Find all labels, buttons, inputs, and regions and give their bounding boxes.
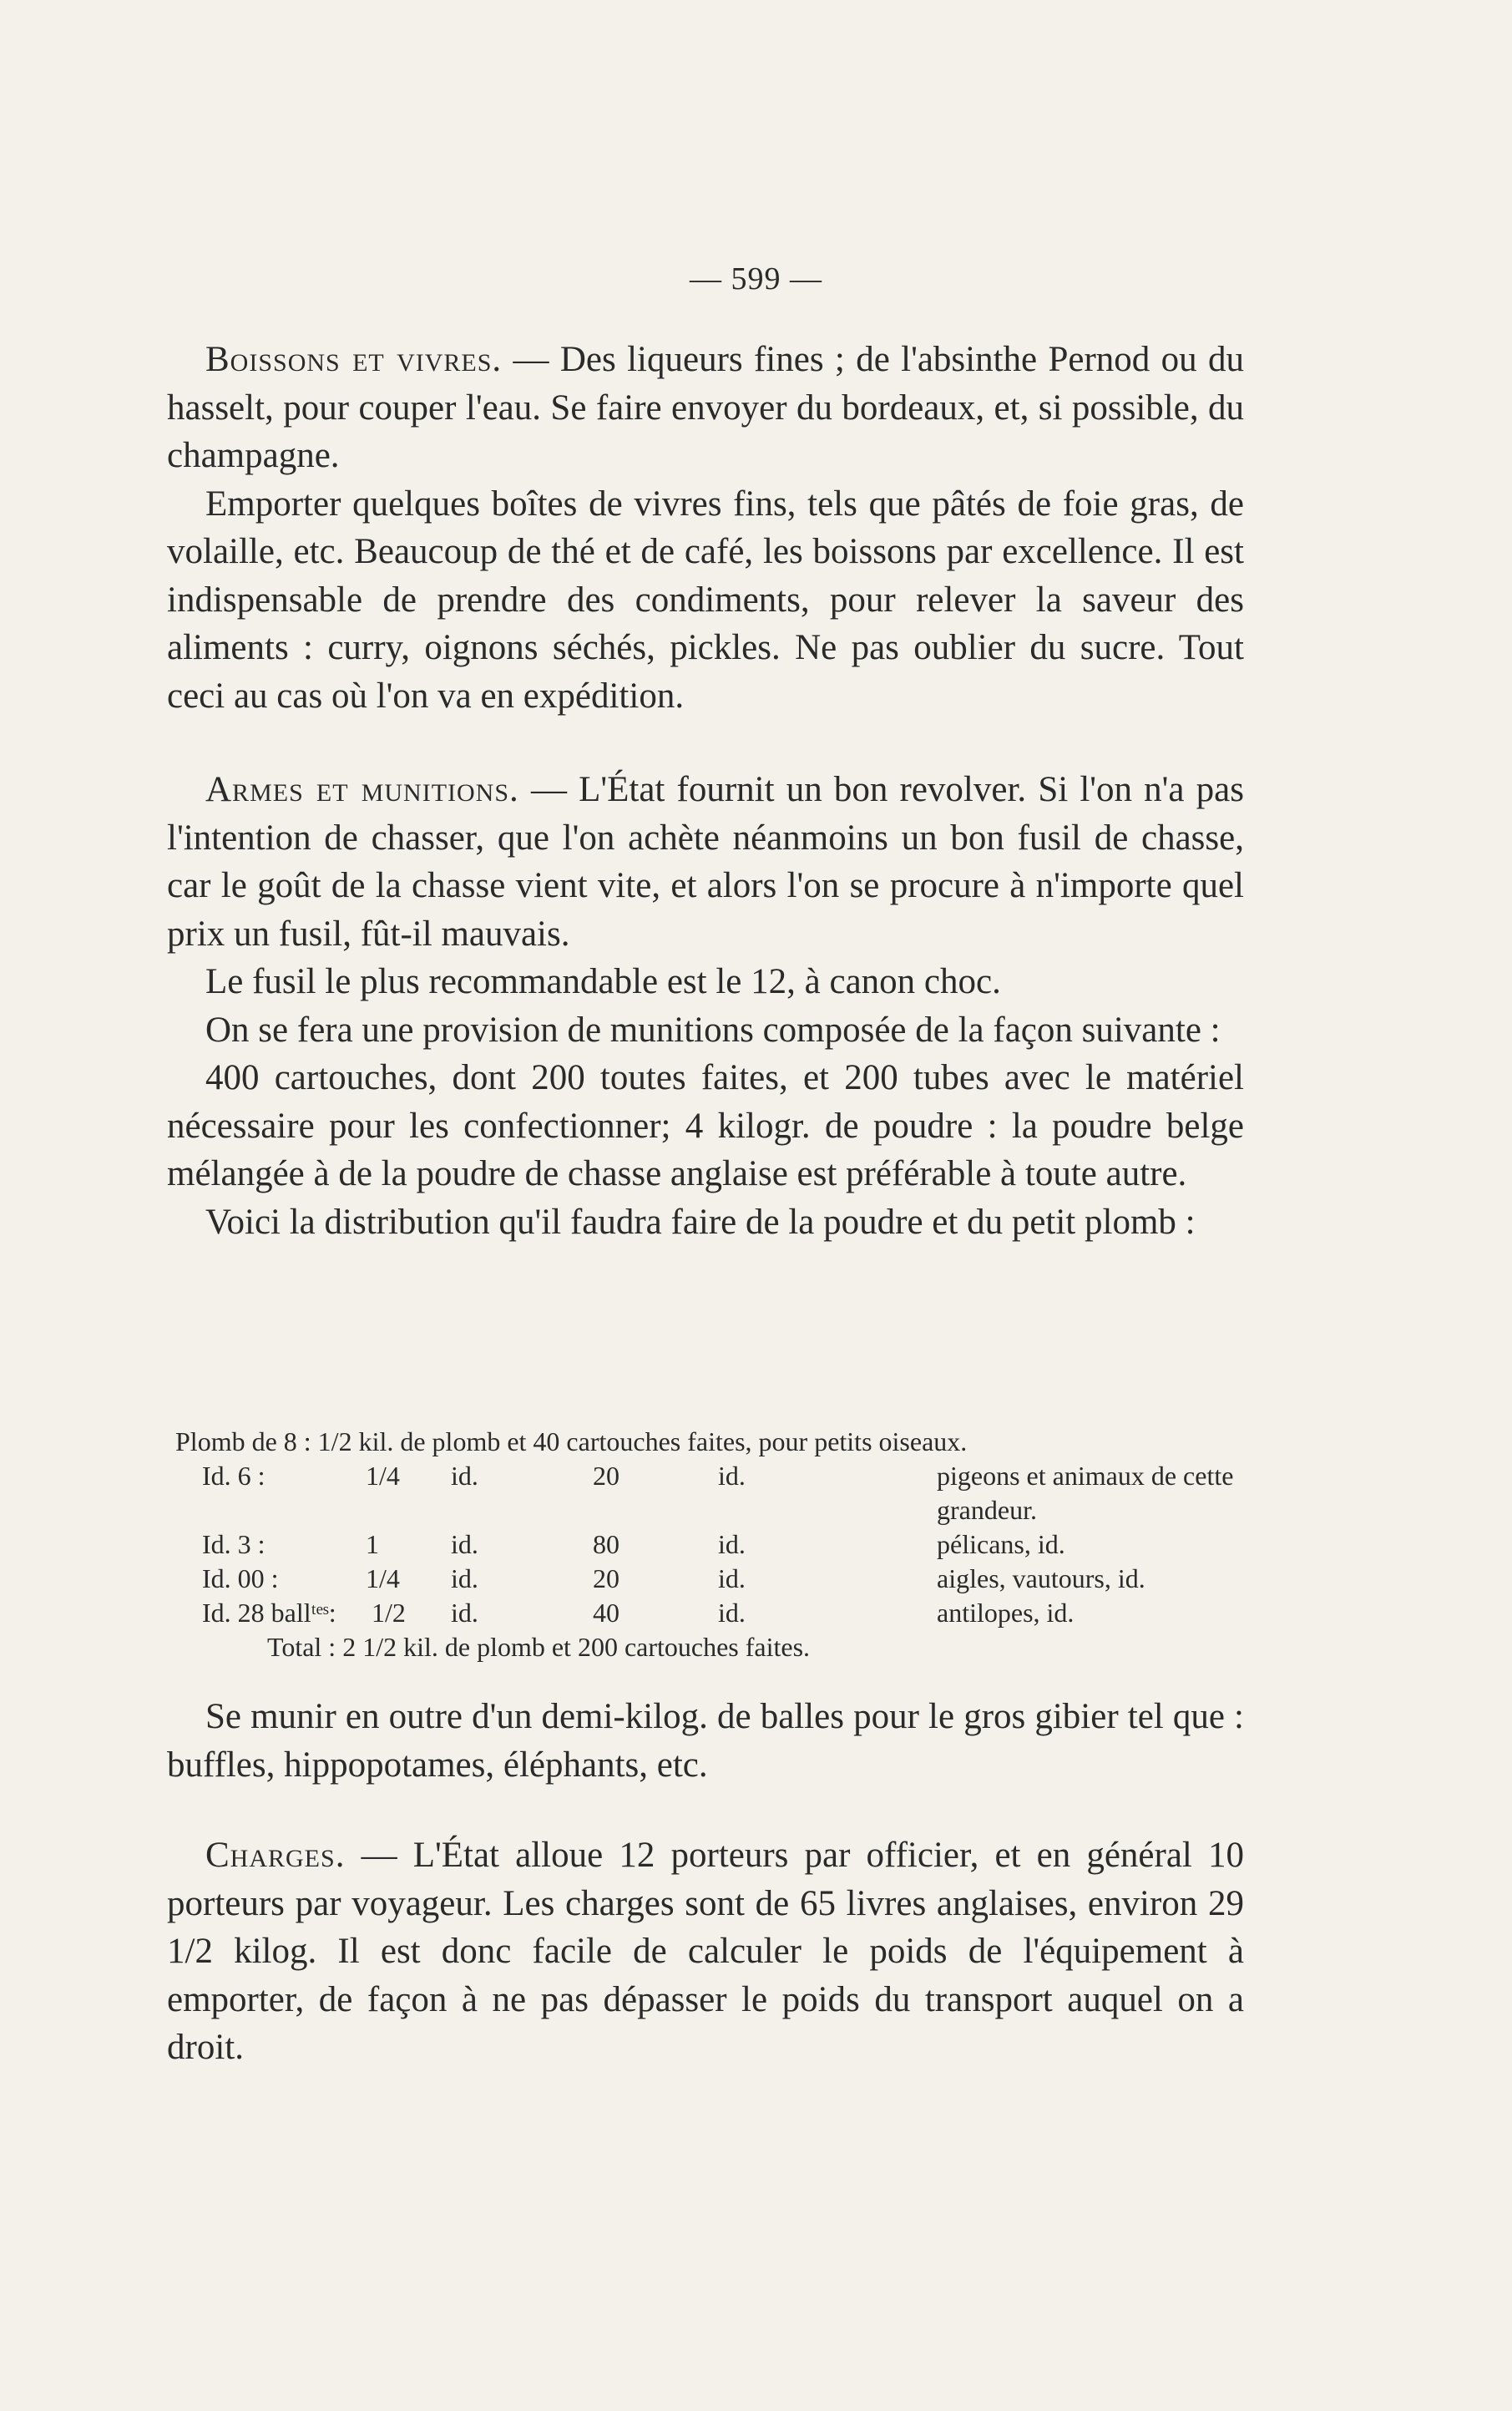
- row-label: Id. 6 :: [202, 1461, 265, 1491]
- charges-paragraph-1: [167, 1831, 1244, 2072]
- row-cartridges: 20: [593, 1461, 619, 1491]
- row-cartridges: 20: [593, 1563, 619, 1593]
- table-row: [175, 1596, 1252, 1630]
- boissons-text-1: — Des liqueurs fines ; de l'absinthe Pernod ou du hasselt, pour couper l'eau. Se faire envoyer du bordeaux, et, si possible, du champagne.: [167, 340, 1245, 475]
- row-qty: 1/4: [366, 1563, 400, 1593]
- row-unit: id.: [451, 1563, 478, 1593]
- armes-paragraph-2: Le fusil le plus recommandable est le 12, à canon choc.: [205, 962, 1001, 1001]
- row-unit: id.: [451, 1529, 478, 1559]
- row-cartridges: 80: [593, 1529, 619, 1559]
- row-id: id.: [718, 1563, 746, 1593]
- plomb-table-total: Total : 2 1/2 kil. de plomb et 200 cartouches faites.: [267, 1632, 811, 1662]
- armes-text-1: — L'État fournit un bon revolver. Si l'on n'a pas l'intention de chasser, que l'on achète néanmoins un bon fusil de chasse, car le goût de la chasse vient vite, et alors l'on se procure à n'importe quel prix un fusil, fût-il mauvais.: [167, 770, 1244, 954]
- row-unit: id.: [451, 1598, 478, 1628]
- row-unit: id.: [451, 1461, 478, 1491]
- row-use: pélicans, id.: [937, 1529, 1065, 1559]
- table-row: [175, 1562, 1252, 1596]
- section-boissons: [167, 336, 1244, 720]
- charges-heading: Charges.: [205, 1836, 346, 1875]
- row-id: id.: [718, 1598, 746, 1628]
- row-use: pigeons et animaux de cette grandeur.: [937, 1461, 1234, 1525]
- armes-heading: Armes et munitions.: [205, 770, 519, 809]
- row-cartridges: 40: [593, 1598, 619, 1628]
- armes-paragraph-4: 400 cartouches, dont 200 toutes faites, et 200 tubes avec le matériel nécessaire pour les confectionner; 4 kilogr. de poudre : la poudre belge mélangée à de la poudre de chasse anglaise est préférable à toute autre.: [167, 1058, 1244, 1193]
- row-id: id.: [718, 1461, 746, 1491]
- plomb-distribution-table: [175, 1425, 1252, 1664]
- section-balles: [167, 1693, 1244, 1789]
- table-row: [175, 1527, 1252, 1562]
- section-armes: [167, 766, 1244, 1246]
- row-qty: 1/4: [366, 1461, 400, 1491]
- boissons-heading: Boissons et vivres.: [205, 340, 503, 379]
- row-qty: 1/2: [372, 1598, 406, 1628]
- balles-paragraph: Se munir en outre d'un demi-kilog. de balles pour le gros gibier tel que : buffles, hippopotames, éléphants, etc.: [167, 1697, 1244, 1785]
- page-number: — 599 —: [690, 261, 822, 296]
- row-label: Id. 00 :: [202, 1563, 279, 1593]
- armes-paragraph-5: Voici la distribution qu'il faudra faire de la poudre et du petit plomb :: [205, 1202, 1196, 1242]
- row-label: Id. 3 :: [202, 1529, 265, 1559]
- boissons-paragraph-2: Emporter quelques boîtes de vivres fins, tels que pâtés de foie gras, de volaille, etc. Beaucoup de thé et de café, les boissons par excellence. Il est indispensable de prendre des condiments, pour relever la saveur des aliments : curry, oignons séchés, pickles. Ne pas oublier du sucre. Tout ceci au cas où l'on va en expédition.: [167, 484, 1244, 716]
- row-label: Id. 28 ballᵗᵉˢ:: [202, 1598, 336, 1628]
- section-charges: [167, 1831, 1244, 2072]
- row-id: id.: [718, 1529, 746, 1559]
- charges-text-1: — L'État alloue 12 porteurs par officier, et en général 10 porteurs par voyageur. Les charges sont de 65 livres anglaises, environ 29 1/2 kilog. Il est donc facile de calculer le poids de l'équipement à emporter, de façon à ne pas dépasser le poids du transport auquel on a droit.: [167, 1836, 1245, 2067]
- table-row: [175, 1459, 1252, 1527]
- armes-paragraph-1: [167, 766, 1244, 958]
- row-use: aigles, vautours, id.: [937, 1563, 1145, 1593]
- boissons-paragraph-1: [167, 336, 1244, 480]
- armes-paragraph-3: On se fera une provision de munitions composée de la façon suivante :: [205, 1010, 1221, 1050]
- row-use: antilopes, id.: [937, 1598, 1075, 1628]
- plomb-table-intro: Plomb de 8 : 1/2 kil. de plomb et 40 cartouches faites, pour petits oiseaux.: [175, 1426, 968, 1456]
- row-qty: 1: [366, 1529, 379, 1559]
